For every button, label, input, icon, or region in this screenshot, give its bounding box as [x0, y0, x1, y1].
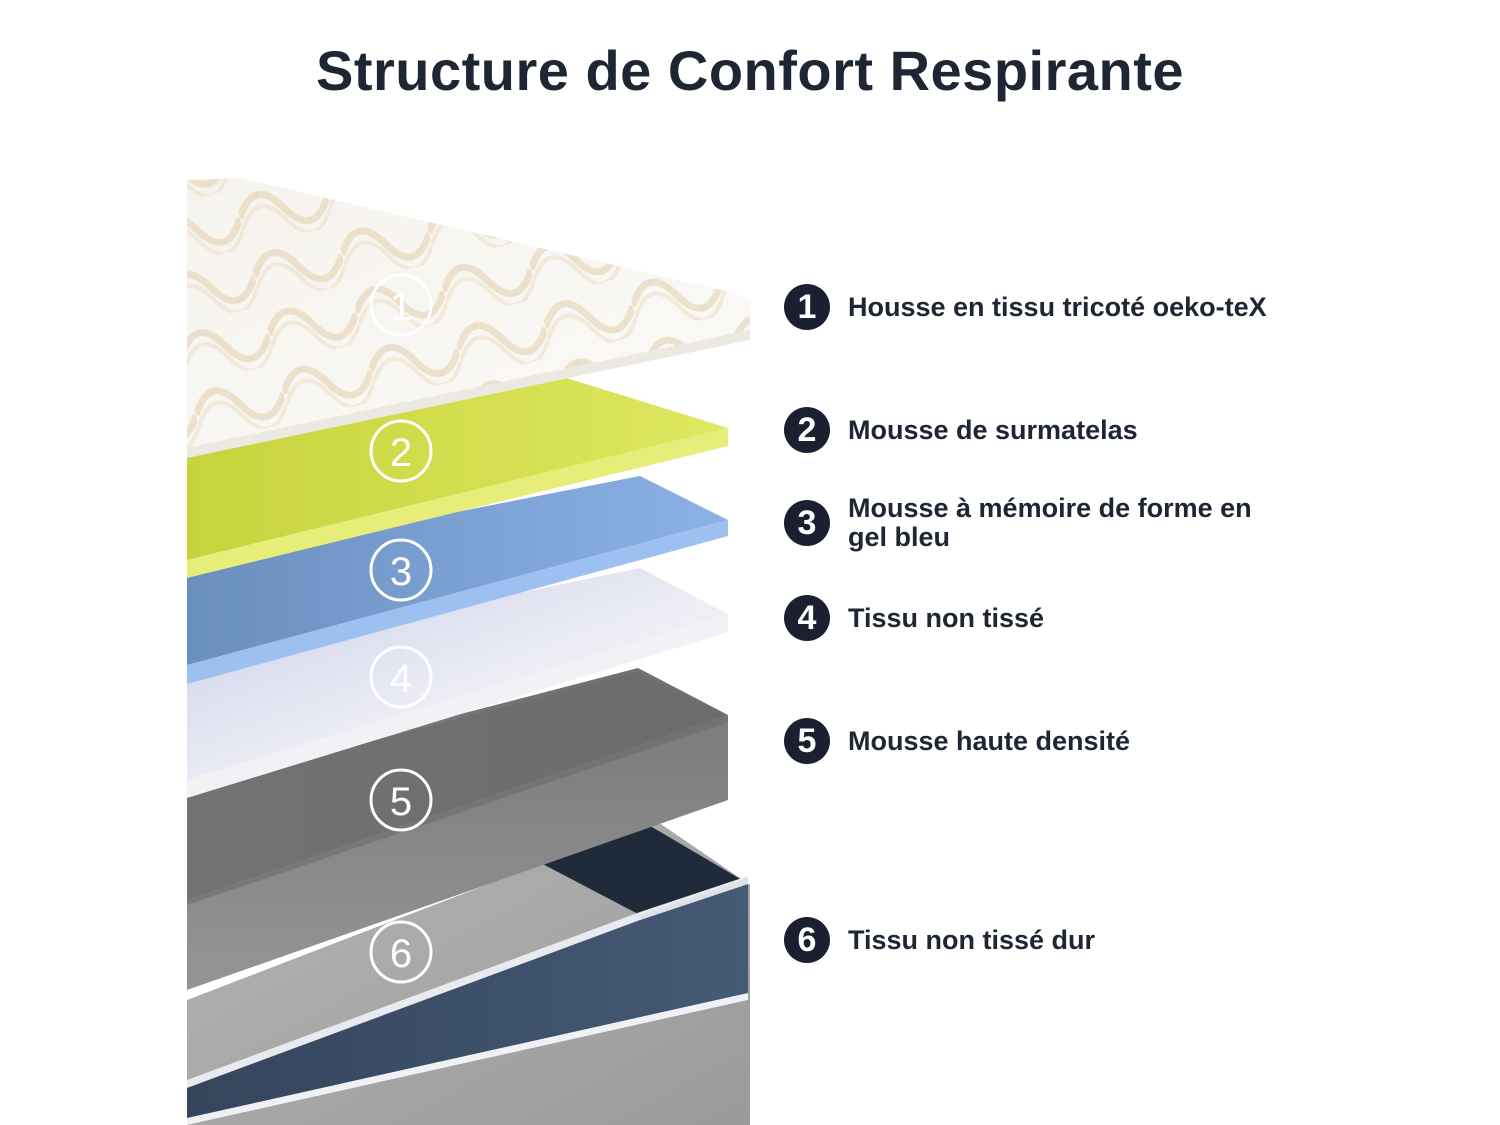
- legend-label: Mousse haute densité: [848, 725, 1131, 756]
- legend-item-6: [784, 917, 1095, 963]
- legend-number-badge: 1: [784, 284, 830, 330]
- page-title: Structure de Confort Respirante: [315, 39, 1185, 102]
- legend-label: Tissu non tissé: [848, 602, 1045, 633]
- legend-item-3: [784, 494, 1298, 552]
- svg-text:1: 1: [389, 285, 413, 329]
- legend-item-4: [784, 595, 1044, 641]
- svg-text:5: 5: [389, 780, 413, 824]
- legend-item-5: [784, 718, 1130, 764]
- legend-number-badge: 2: [784, 407, 830, 453]
- legend-number-badge: 6: [784, 917, 830, 963]
- legend-label: Tissu non tissé dur: [848, 924, 1096, 955]
- legend-label: Housse en tissu tricoté oeko-teX: [848, 291, 1267, 322]
- legend-label: Mousse de surmatelas: [848, 414, 1138, 445]
- legend-number-badge: 5: [784, 718, 830, 764]
- svg-text:4: 4: [389, 657, 413, 701]
- legend-number-badge: 4: [784, 595, 830, 641]
- svg-text:6: 6: [389, 932, 413, 976]
- legend-item-1: [784, 284, 1267, 330]
- legend-number-badge: 3: [784, 500, 830, 546]
- svg-text:2: 2: [389, 431, 413, 475]
- legend-item-2: [784, 407, 1138, 453]
- svg-text:3: 3: [389, 550, 413, 594]
- legend-label: Mousse à mémoire de forme en gel bleu: [848, 493, 1252, 552]
